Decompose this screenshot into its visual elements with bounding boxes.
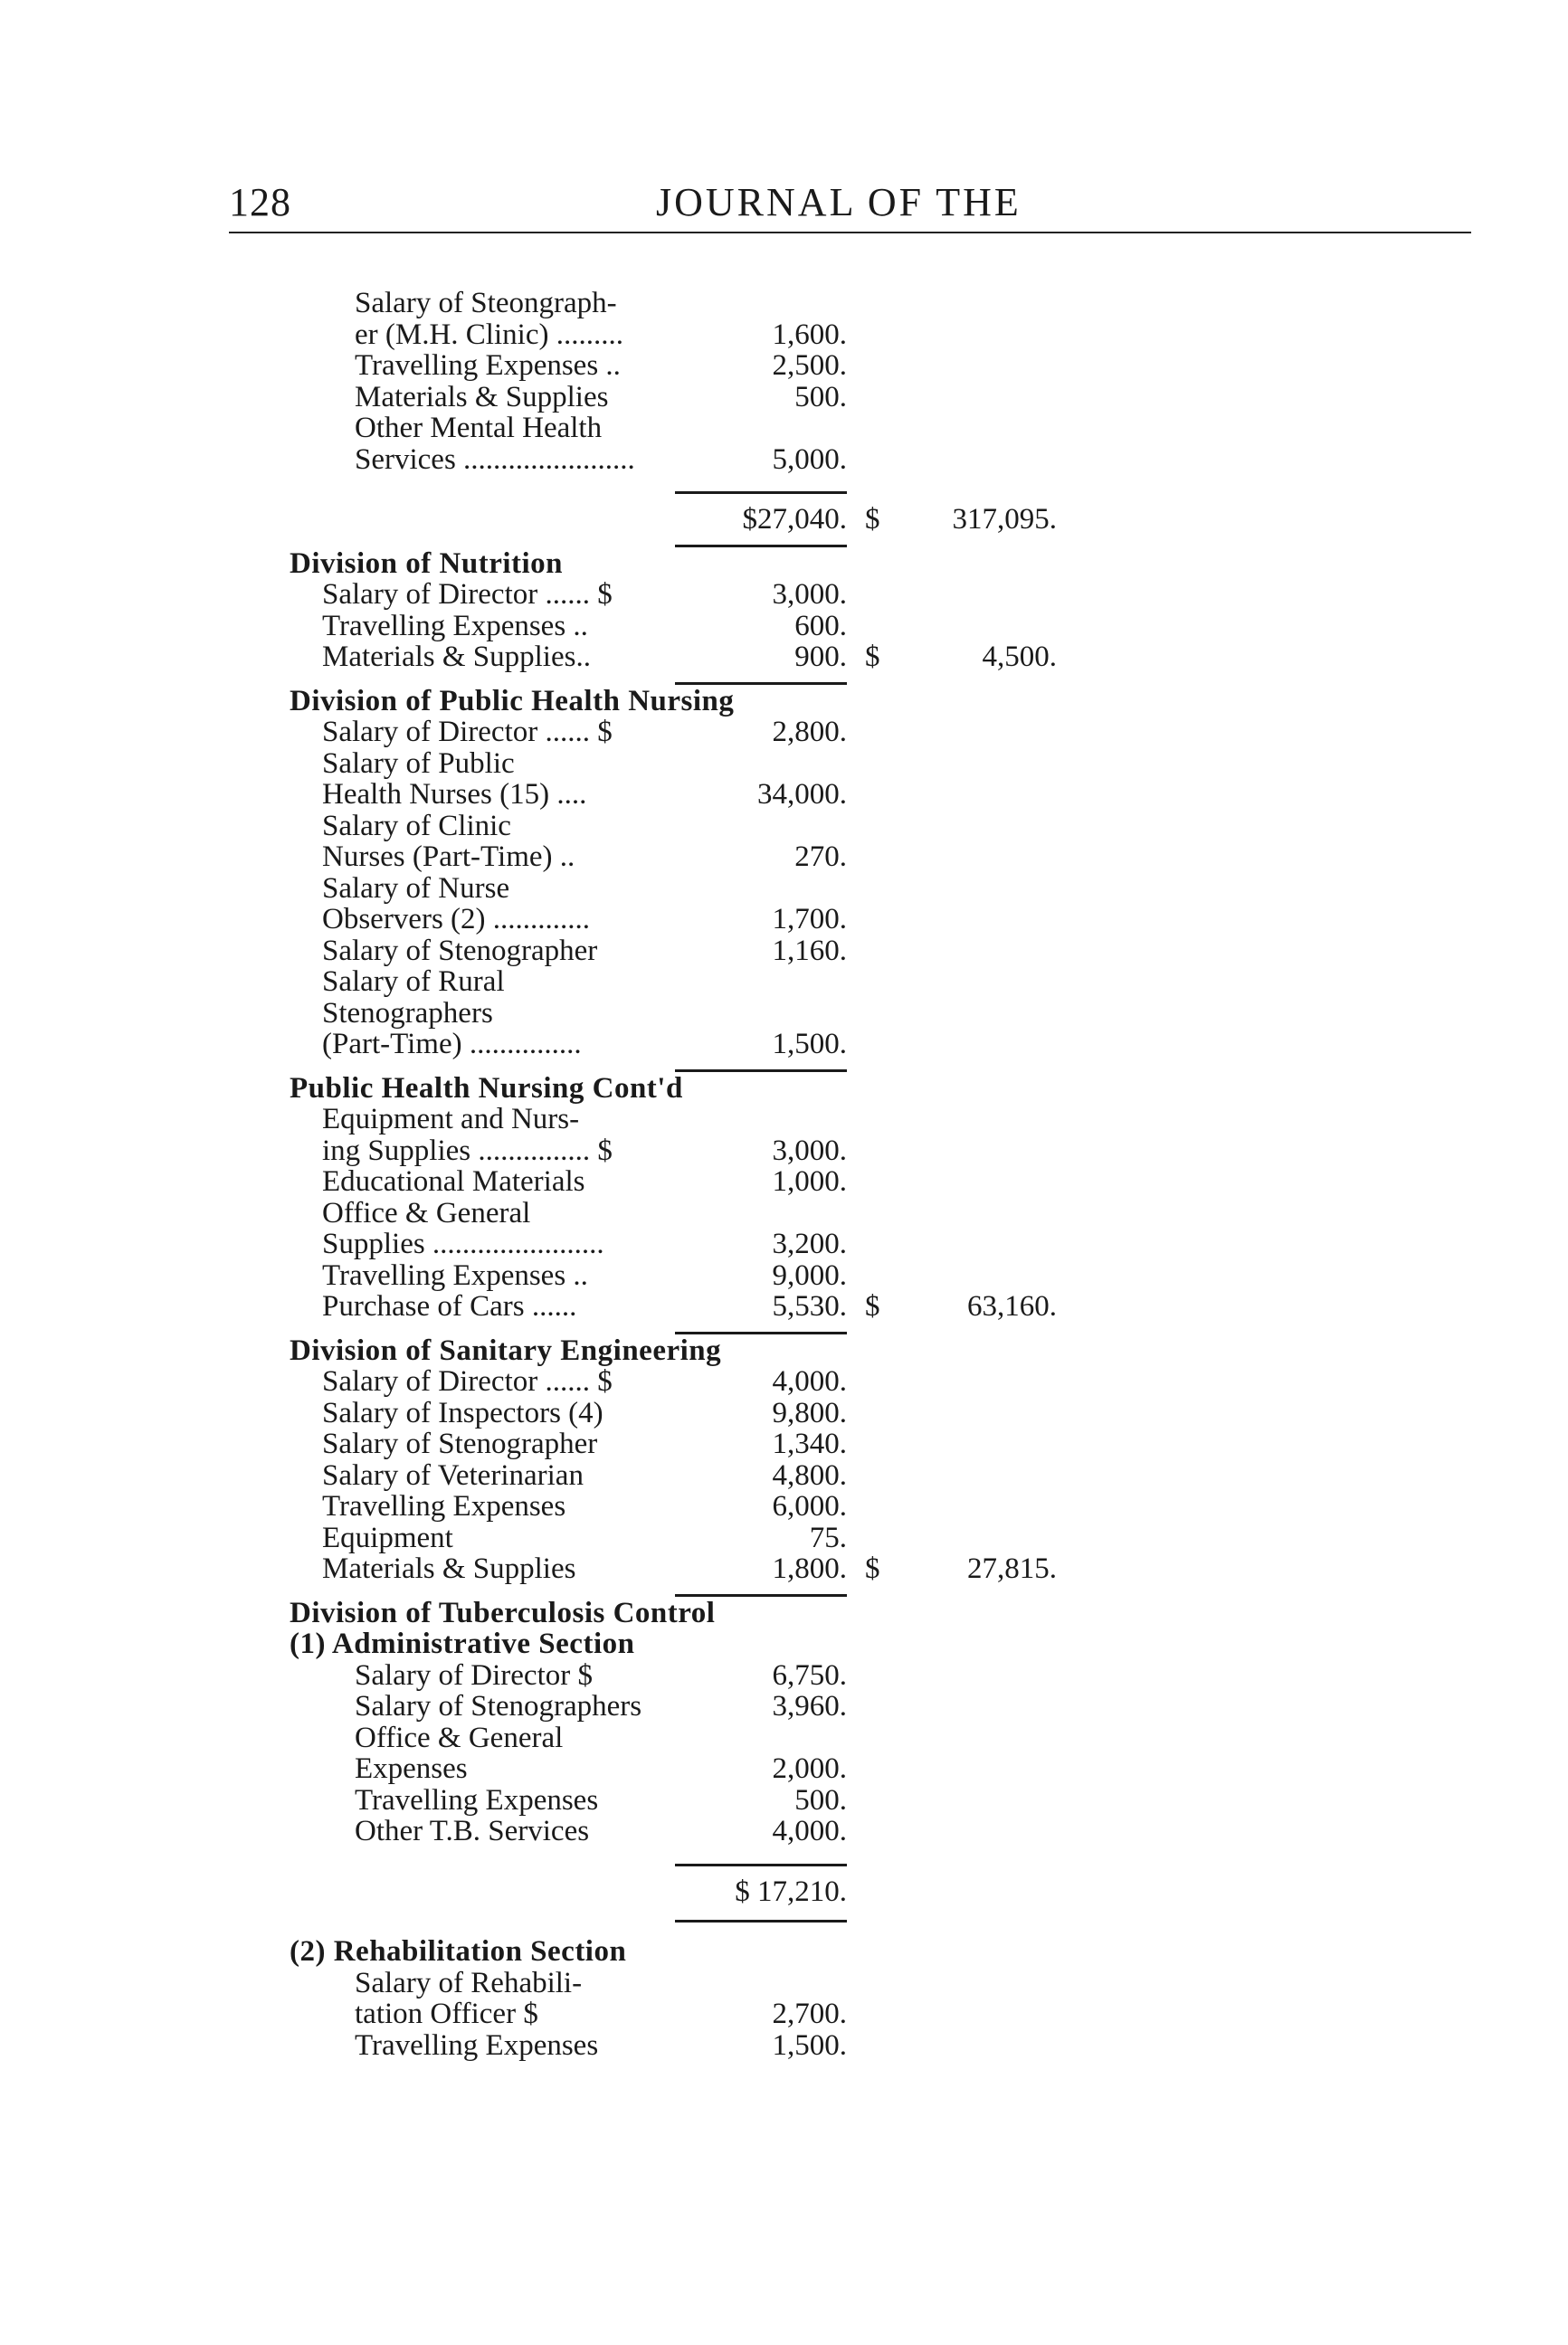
ledger-line	[0, 1723, 1568, 1753]
line-amount: 2,700.	[772, 1998, 847, 2030]
line-text: Supplies .......................	[322, 1228, 604, 1260]
ledger-line	[0, 1398, 1568, 1429]
ledger-line	[0, 904, 1568, 935]
ledger-line	[0, 1029, 1568, 1059]
line-amount: 900.	[794, 641, 847, 673]
ledger-line	[0, 1523, 1568, 1553]
line-text: (1) Administrative Section	[290, 1628, 635, 1660]
line-amount: 3,960.	[772, 1690, 847, 1723]
ledger-line	[0, 1291, 1568, 1322]
line-amount: 9,800.	[772, 1396, 847, 1429]
line-amount: 9,000.	[772, 1258, 847, 1292]
line-amount: 1,000.	[772, 1165, 847, 1198]
ledger-line	[0, 748, 1568, 779]
line-text: Office & General	[322, 1196, 531, 1229]
line-text: Health Nurses (15) ....	[322, 778, 587, 811]
line-text: (Part-Time) ...............	[322, 1028, 582, 1060]
line-amount: 2,800.	[772, 716, 847, 748]
line-text: Equipment and Nurs-	[322, 1103, 580, 1135]
line-text: Division of Public Health Nursing	[290, 684, 735, 717]
ledger-line	[0, 579, 1568, 610]
line-text: Nurses (Part-Time) ..	[322, 840, 575, 873]
section-heading	[0, 1598, 1568, 1628]
ledger-rule	[675, 1864, 847, 1866]
line-amount: 2,000.	[772, 1752, 847, 1785]
ledger-line	[0, 1104, 1568, 1135]
ledger-line	[0, 1366, 1568, 1397]
line-text: Services .......................	[355, 442, 635, 476]
ledger-line	[0, 779, 1568, 810]
ledger-line	[0, 350, 1568, 381]
line-text: Division of Tuberculosis Control	[290, 1596, 716, 1629]
line-text: tation Officer $	[355, 1998, 538, 2030]
ledger-line	[0, 1460, 1568, 1491]
line-text: Purchase of Cars ......	[322, 1290, 577, 1323]
section-heading	[0, 1073, 1568, 1104]
ledger-line	[0, 966, 1568, 997]
ledger-line	[0, 1998, 1568, 2029]
currency-sign: $	[865, 641, 880, 673]
ledger-line	[0, 1553, 1568, 1584]
line-text: Division of Nutrition	[290, 546, 564, 580]
division-total: 63,160.	[967, 1290, 1057, 1323]
ledger-line	[0, 841, 1568, 872]
section-heading	[0, 1335, 1568, 1366]
division-total: 4,500.	[982, 641, 1057, 673]
section-heading	[0, 1936, 1568, 1967]
line-amount: $ 17,210.	[735, 1875, 847, 1908]
ledger-line	[0, 935, 1568, 966]
line-text: Salary of Stenographers	[355, 1690, 642, 1723]
line-amount: 1,160.	[772, 934, 847, 967]
line-text: Materials & Supplies	[322, 1552, 576, 1585]
line-amount: 3,000.	[772, 578, 847, 611]
ledger-line	[0, 1968, 1568, 1998]
line-text: Observers (2) .............	[322, 903, 591, 935]
running-title: JOURNAL OF THE	[656, 180, 1022, 224]
ledger-line	[0, 2030, 1568, 2061]
line-amount: 4,000.	[772, 1815, 847, 1847]
line-text: Travelling Expenses	[355, 1783, 599, 1817]
ledger-line	[0, 1753, 1568, 1784]
line-text: Salary of Director $	[355, 1658, 593, 1692]
line-text: Salary of Director ...... $	[322, 1365, 613, 1398]
line-text: Salary of Clinic	[322, 809, 511, 842]
line-amount: 75.	[809, 1521, 847, 1554]
ledger-line	[0, 873, 1568, 904]
ledger-line	[0, 1198, 1568, 1229]
line-amount: 4,000.	[772, 1365, 847, 1398]
line-amount: 270.	[794, 840, 847, 873]
line-amount: 6,750.	[772, 1658, 847, 1692]
line-amount: 4,800.	[772, 1458, 847, 1492]
line-amount: 600.	[794, 609, 847, 642]
line-text: er (M.H. Clinic) .........	[355, 318, 623, 351]
line-text: Materials & Supplies	[355, 380, 609, 413]
line-text: Salary of Rural	[322, 965, 505, 998]
line-text: Salary of Nurse	[322, 871, 510, 905]
ledger-line	[0, 413, 1568, 443]
currency-sign: $	[865, 503, 880, 536]
line-text: Salary of Inspectors (4)	[322, 1396, 603, 1429]
line-text: Travelling Expenses ..	[322, 609, 588, 642]
line-text: Educational Materials	[322, 1165, 585, 1198]
section-heading	[0, 686, 1568, 717]
division-total: 317,095.	[952, 503, 1057, 536]
line-text: Salary of Stenographer	[322, 934, 598, 967]
ledger-rule	[675, 545, 847, 547]
line-amount: 2,500.	[772, 349, 847, 382]
line-text: (2) Rehabilitation Section	[290, 1935, 627, 1968]
line-text: Salary of Steongraph-	[355, 287, 617, 319]
line-amount: 5,000.	[772, 442, 847, 476]
line-amount: 5,530.	[772, 1290, 847, 1323]
line-text: ing Supplies ............... $	[322, 1134, 613, 1167]
ledger-line	[0, 1660, 1568, 1691]
ledger-line	[0, 998, 1568, 1029]
ledger-line	[0, 1135, 1568, 1166]
line-text: Travelling Expenses ..	[322, 1258, 588, 1292]
line-text: Materials & Supplies..	[322, 641, 591, 673]
ledger-line	[0, 1166, 1568, 1197]
line-text: Salary of Public	[322, 746, 515, 780]
ledger-line	[0, 717, 1568, 747]
line-amount: 6,000.	[772, 1490, 847, 1523]
ledger-line	[0, 1816, 1568, 1847]
section-heading	[0, 548, 1568, 579]
line-text: Salary of Director ...... $	[322, 578, 613, 611]
currency-sign: $	[865, 1290, 880, 1323]
line-amount: 500.	[794, 380, 847, 413]
line-amount: 1,340.	[772, 1428, 847, 1460]
ledger-line	[0, 319, 1568, 350]
ledger-line	[0, 1691, 1568, 1722]
ledger-line	[0, 611, 1568, 641]
ledger-rule	[675, 491, 847, 494]
line-text: Other T.B. Services	[355, 1815, 590, 1847]
line-text: Salary of Stenographer	[322, 1428, 598, 1460]
currency-sign: $	[865, 1552, 880, 1585]
ledger-rule	[675, 1920, 847, 1923]
ledger-line	[0, 382, 1568, 413]
section-heading	[0, 1628, 1568, 1659]
ledger-line	[0, 811, 1568, 841]
line-amount: 3,000.	[772, 1134, 847, 1167]
line-text: Travelling Expenses ..	[355, 349, 621, 382]
ledger-line	[0, 1876, 1568, 1907]
line-text: Office & General	[355, 1721, 564, 1754]
line-text: Equipment	[322, 1521, 453, 1554]
line-amount: 1,600.	[772, 318, 847, 351]
line-amount: 1,500.	[772, 1028, 847, 1060]
line-amount: 1,800.	[772, 1552, 847, 1585]
line-text: Expenses	[355, 1752, 468, 1785]
ledger-line	[0, 1785, 1568, 1816]
ledger-line	[0, 1260, 1568, 1291]
ledger-line	[0, 1429, 1568, 1459]
line-text: Public Health Nursing Cont'd	[290, 1071, 683, 1105]
line-amount: $27,040.	[742, 503, 847, 536]
ledger-line	[0, 641, 1568, 672]
line-text: Salary of Rehabili-	[355, 1966, 583, 1999]
line-amount: 500.	[794, 1783, 847, 1817]
line-text: Salary of Veterinarian	[322, 1458, 584, 1492]
ledger-line	[0, 504, 1568, 535]
division-total: 27,815.	[967, 1552, 1057, 1585]
ledger-line	[0, 1491, 1568, 1522]
line-text: Travelling Expenses	[322, 1490, 566, 1523]
line-text: Travelling Expenses	[355, 2028, 599, 2062]
line-amount: 34,000.	[757, 778, 847, 811]
line-amount: 1,500.	[772, 2028, 847, 2062]
ledger-line	[0, 1229, 1568, 1259]
line-text: Other Mental Health	[355, 412, 603, 444]
line-amount: 1,700.	[772, 903, 847, 935]
ledger-line	[0, 444, 1568, 475]
ledger-line	[0, 288, 1568, 318]
line-amount: 3,200.	[772, 1228, 847, 1260]
line-text: Division of Sanitary Engineering	[290, 1334, 722, 1367]
ledger-rule	[675, 1069, 847, 1072]
line-text: Salary of Director ...... $	[322, 716, 613, 748]
line-text: Stenographers	[322, 996, 493, 1030]
page-number: 128	[229, 180, 291, 224]
